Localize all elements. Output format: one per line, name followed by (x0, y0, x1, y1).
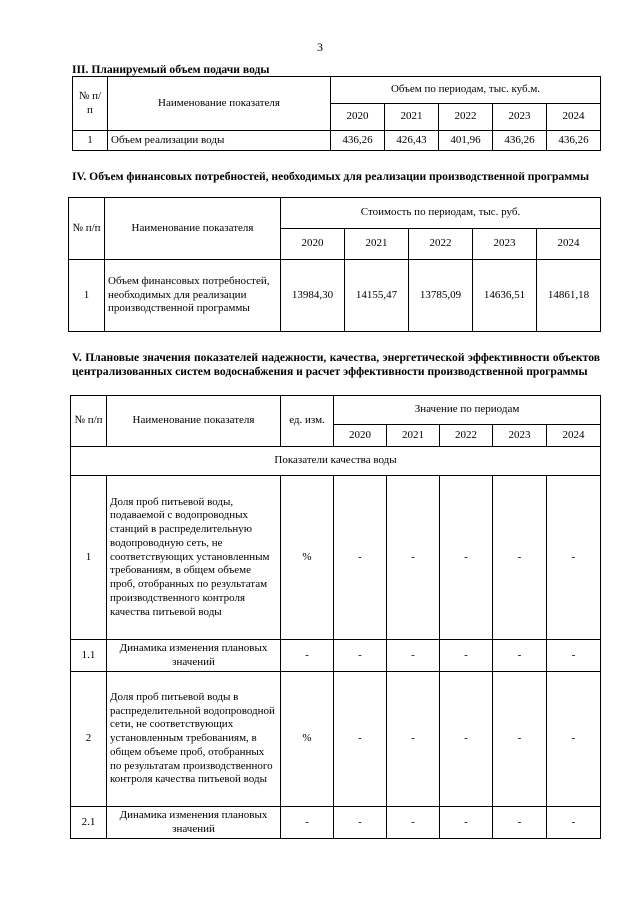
year-header: 2024 (547, 425, 601, 447)
row-name: Динамика изменения плановых значений (107, 807, 281, 839)
row-unit: - (281, 640, 334, 672)
value-cell: - (387, 807, 440, 839)
value-cell: 401,96 (439, 131, 493, 151)
row-num: 1 (71, 476, 107, 640)
col-group-header: Значение по периодам (334, 396, 601, 425)
value-cell: - (547, 640, 601, 672)
value-cell: - (440, 640, 493, 672)
section-5-table (70, 395, 601, 839)
value-cell: - (334, 672, 387, 807)
year-header: 2021 (385, 104, 439, 131)
table-row (71, 476, 601, 640)
value-cell: 14861,18 (537, 260, 601, 332)
year-header: 2021 (387, 425, 440, 447)
value-cell: 436,26 (493, 131, 547, 151)
row-unit: - (281, 807, 334, 839)
year-header: 2020 (331, 104, 385, 131)
value-cell: - (440, 476, 493, 640)
row-name: Динамика изменения плановых значений (107, 640, 281, 672)
row-name: Доля проб питьевой воды в распределительной водопроводной сети, не соответствующих установленным требованиям, в общем объеме проб, отобранных по результатам производственного контроля качества питьевой воды (107, 672, 281, 807)
row-num: 1 (73, 131, 108, 151)
value-cell: - (387, 672, 440, 807)
value-cell: - (334, 476, 387, 640)
value-cell: - (547, 672, 601, 807)
value-cell: - (334, 640, 387, 672)
value-cell: - (493, 807, 547, 839)
year-header: 2020 (281, 229, 345, 260)
value-cell: 436,26 (331, 131, 385, 151)
row-num: 1.1 (71, 640, 107, 672)
col-name-header: Наименование показателя (105, 198, 281, 260)
row-name: Объем финансовых потребностей, необходимых для реализации производственной программы (105, 260, 281, 332)
col-group-header: Стоимость по периодам, тыс. руб. (281, 198, 601, 229)
value-cell: 14155,47 (345, 260, 409, 332)
value-cell: - (440, 672, 493, 807)
value-cell: 13984,30 (281, 260, 345, 332)
row-num: 2.1 (71, 807, 107, 839)
value-cell: 14636,51 (473, 260, 537, 332)
table-row (71, 640, 601, 672)
col-num-header: № п/п (71, 396, 107, 447)
row-num: 2 (71, 672, 107, 807)
table-row (71, 672, 601, 807)
col-num-header: № п/п (73, 77, 108, 131)
col-num-header: № п/п (69, 198, 105, 260)
col-name-header: Наименование показателя (108, 77, 331, 131)
section-4-table (68, 197, 601, 332)
value-cell: 13785,09 (409, 260, 473, 332)
section-5-title: V. Плановые значения показателей надежности, качества, энергетической эффективности объектов централизованных систем водоснабжения и расчет эффективности производственной программы (72, 351, 600, 379)
year-header: 2024 (537, 229, 601, 260)
value-cell: - (547, 807, 601, 839)
year-header: 2021 (345, 229, 409, 260)
value-cell: - (387, 476, 440, 640)
table-row (71, 807, 601, 839)
year-header: 2023 (473, 229, 537, 260)
row-unit: % (281, 672, 334, 807)
col-unit-header: ед. изм. (281, 396, 334, 447)
section-4-title: IV. Объем финансовых потребностей, необходимых для реализации производственной программы (72, 170, 590, 183)
value-cell: 426,43 (385, 131, 439, 151)
table-row (69, 260, 601, 332)
section-3-table (72, 76, 601, 151)
year-header: 2020 (334, 425, 387, 447)
table-row (73, 131, 601, 151)
row-name: Объем реализации воды (108, 131, 331, 151)
row-unit: % (281, 476, 334, 640)
page-number: 3 (317, 40, 323, 54)
value-cell: - (440, 807, 493, 839)
value-cell: - (387, 640, 440, 672)
value-cell: - (493, 476, 547, 640)
year-header: 2023 (493, 104, 547, 131)
row-num: 1 (69, 260, 105, 332)
year-header: 2022 (439, 104, 493, 131)
year-header: 2022 (409, 229, 473, 260)
value-cell: 436,26 (547, 131, 601, 151)
value-cell: - (493, 640, 547, 672)
year-header: 2023 (493, 425, 547, 447)
table-subheader: Показатели качества воды (71, 447, 601, 476)
col-group-header: Объем по периодам, тыс. куб.м. (331, 77, 601, 104)
value-cell: - (493, 672, 547, 807)
year-header: 2022 (440, 425, 493, 447)
value-cell: - (334, 807, 387, 839)
year-header: 2024 (547, 104, 601, 131)
row-name: Доля проб питьевой воды, подаваемой с водопроводных станций в распределительную водопроводную сеть, не соответствующих установленным требованиям, в общем объеме проб, отобранных по результатам производственного контроля качества питьевой воды (107, 476, 281, 640)
section-3-title: III. Планируемый объем подачи воды (72, 63, 270, 76)
col-name-header: Наименование показателя (107, 396, 281, 447)
value-cell: - (547, 476, 601, 640)
